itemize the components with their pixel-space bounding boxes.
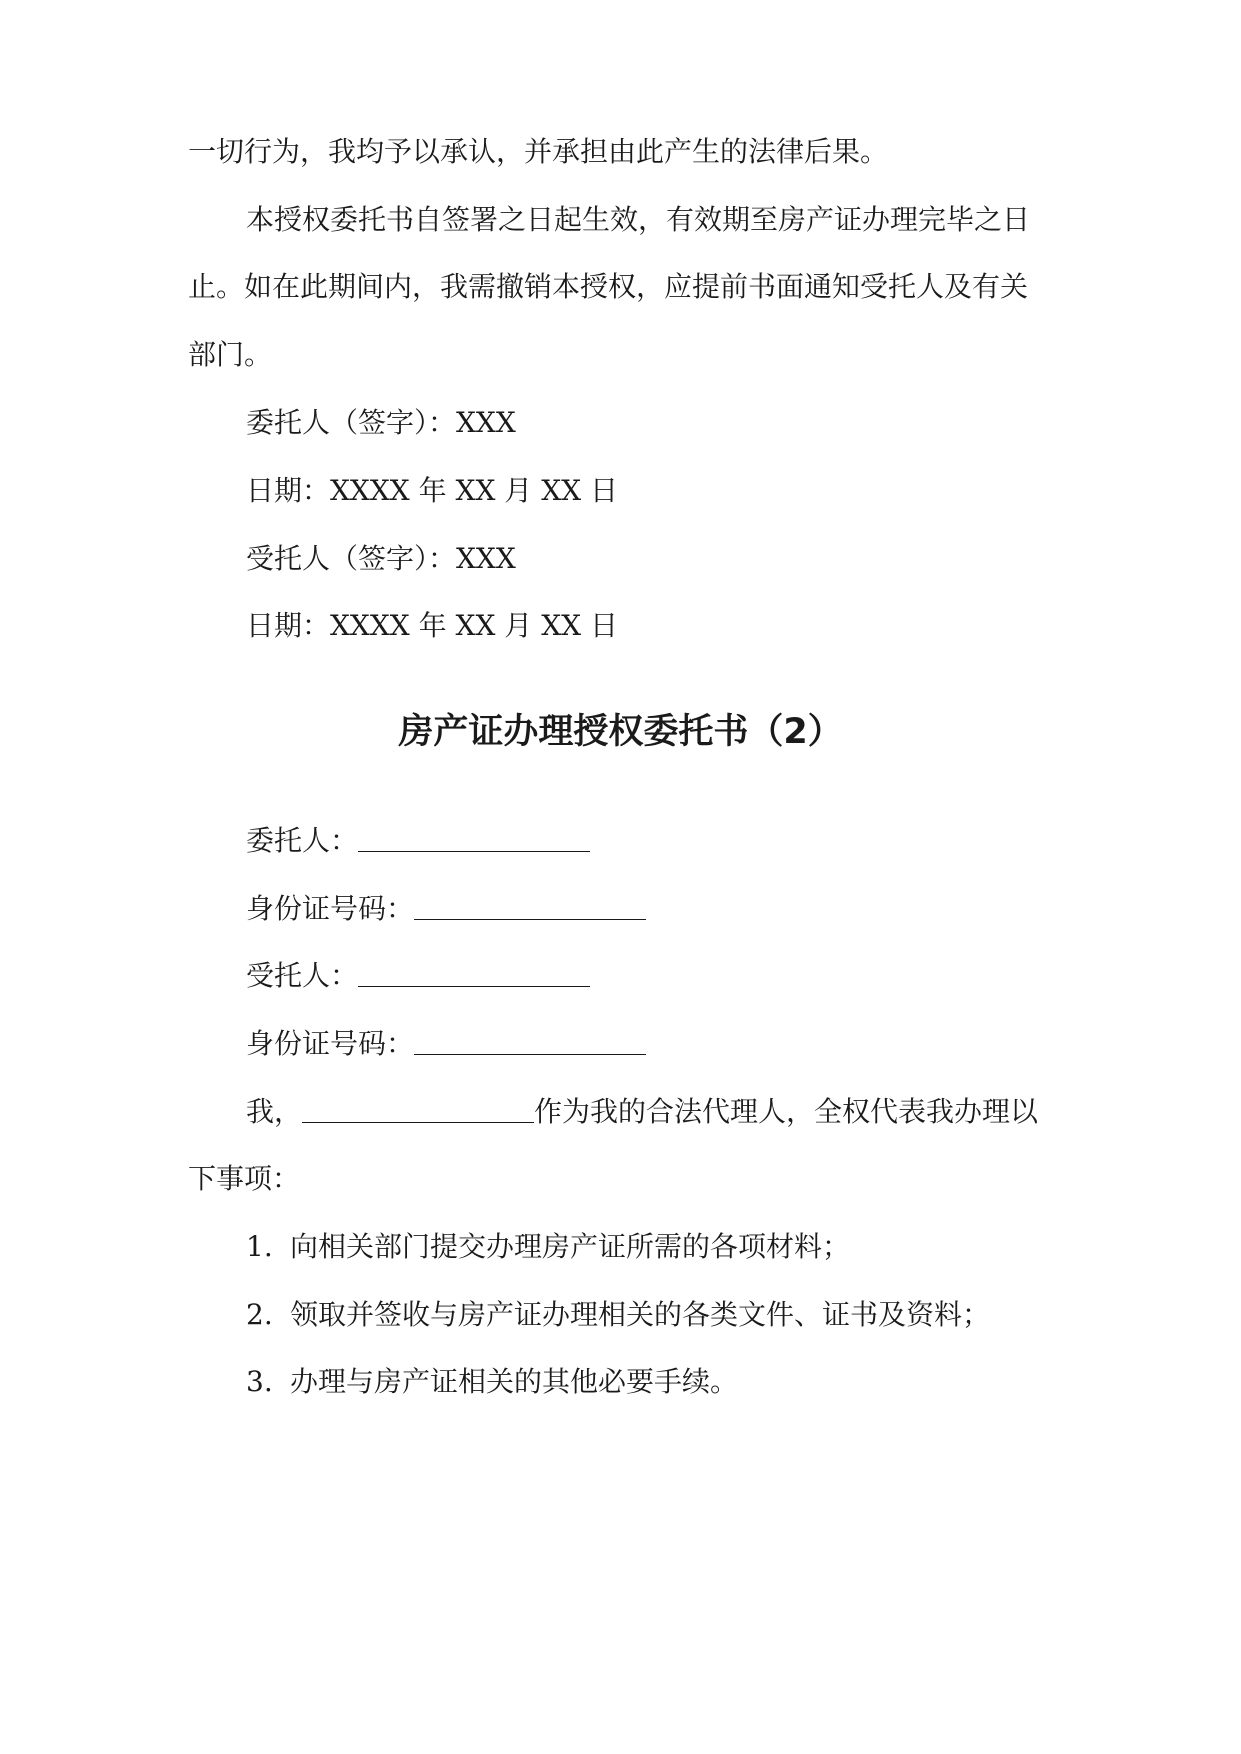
statement-prefix: 我，: [246, 1095, 303, 1128]
list-item-number: 1.: [246, 1230, 273, 1263]
signature-date-2: 日期：XXXX 年 XX 月 XX 日: [246, 609, 618, 642]
form-title: 房产证办理授权委托书（2）: [398, 712, 843, 752]
list-item-text: 办理与房产证相关的其他必要手续。: [290, 1365, 739, 1398]
agent-signature-line: 受托人（签字）：XXX: [246, 542, 516, 575]
agent-id-label: 身份证号码：: [246, 1027, 415, 1060]
principal-id-label: 身份证号码：: [246, 892, 415, 925]
agent-blank: [358, 956, 590, 987]
agent-id-field: [246, 1024, 1058, 1064]
validity-paragraph-line-1: 本授权委托书自签署之日起生效，有效期至房产证办理完毕之日: [246, 203, 1031, 236]
paragraph-continued: 一切行为，我均予以承认，并承担由此产生的法律后果。: [188, 135, 889, 168]
principal-id-field: [246, 889, 1058, 929]
principal-field: [246, 821, 1058, 861]
list-item-number: 2.: [246, 1298, 273, 1331]
statement-line-2: 下事项：: [188, 1162, 301, 1195]
principal-label: 委托人：: [246, 824, 359, 857]
list-item-number: 3.: [246, 1365, 273, 1398]
agent-field: [246, 956, 1058, 996]
list-item: [246, 1227, 1058, 1267]
agent-name-blank: [302, 1092, 534, 1123]
principal-id-blank: [414, 889, 646, 920]
validity-paragraph-line-3: 部门。: [188, 338, 273, 371]
agent-label: 受托人：: [246, 959, 359, 992]
validity-paragraph-line-2: 止。如在此期间内，我需撤销本授权，应提前书面通知受托人及有关: [188, 270, 1029, 303]
statement-line-1: [246, 1092, 1058, 1132]
list-item: [246, 1295, 1058, 1335]
statement-suffix: 作为我的合法代理人，全权代表我办理以: [534, 1095, 1039, 1128]
list-item-text: 向相关部门提交办理房产证所需的各项材料；: [290, 1230, 851, 1263]
signature-date-1: 日期：XXXX 年 XX 月 XX 日: [246, 474, 618, 507]
list-item: [246, 1362, 1058, 1402]
agent-id-blank: [414, 1024, 646, 1055]
principal-blank: [358, 821, 590, 852]
list-item-text: 领取并签收与房产证办理相关的各类文件、证书及资料；: [290, 1298, 991, 1331]
principal-signature-line: 委托人（签字）：XXX: [246, 406, 516, 439]
